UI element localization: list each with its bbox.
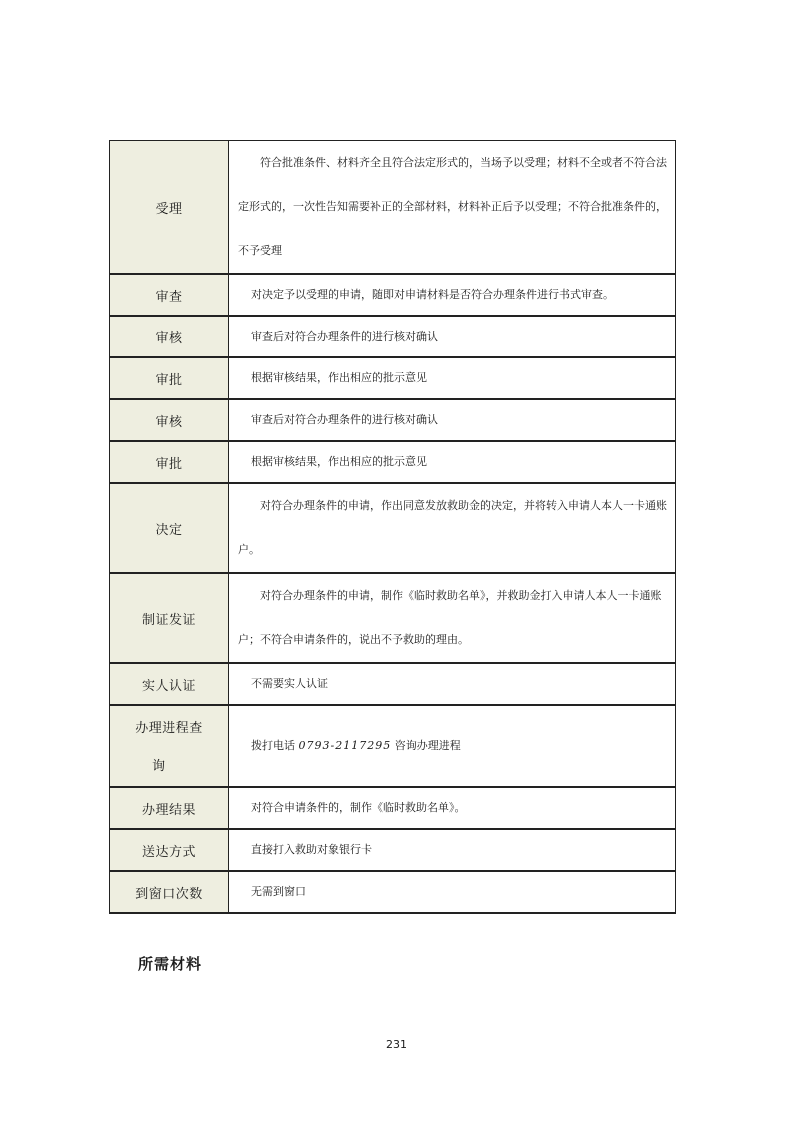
row-label: [110, 705, 229, 787]
row-content: 对决定予以受理的申请，随即对申请材料是否符合办理条件进行书式审查。: [229, 274, 676, 316]
row-content: 不需要实人认证: [229, 663, 676, 705]
row-label: 受理: [110, 141, 229, 275]
row-label-line: 询: [152, 759, 166, 774]
table-row: [110, 573, 676, 663]
row-label: 办理结果: [110, 787, 229, 829]
row-label-line: 办理进程查: [135, 721, 203, 736]
row-label: 制证发证: [110, 573, 229, 663]
row-content: 直接打入救助对象银行卡: [229, 829, 676, 871]
phone-number: 0793-2117295: [298, 739, 392, 752]
table-row: [110, 787, 676, 829]
row-label: 审核: [110, 316, 229, 357]
row-content: 对符合申请条件的，制作《临时救助名单》。: [229, 787, 676, 829]
row-content: 对符合办理条件的申请，作出同意发放救助金的决定，并将转入申请人本人一卡通账户。: [229, 483, 676, 573]
page-number: 231: [386, 1038, 407, 1051]
table-row: [110, 483, 676, 573]
row-label: 审批: [110, 357, 229, 399]
row-content: 无需到窗口: [229, 871, 676, 913]
row-label: 送达方式: [110, 829, 229, 871]
row-content: 根据审核结果，作出相应的批示意见: [229, 357, 676, 399]
row-content: 根据审核结果，作出相应的批示意见: [229, 441, 676, 483]
table-row: [110, 871, 676, 913]
table-row: [110, 663, 676, 705]
row-content: 审查后对符合办理条件的进行核对确认: [229, 316, 676, 357]
table-row: [110, 316, 676, 357]
section-title: 所需材料: [138, 955, 203, 973]
table-row: [110, 141, 676, 275]
row-label: 到窗口次数: [110, 871, 229, 913]
row-label: 审批: [110, 441, 229, 483]
row-label: 实人认证: [110, 663, 229, 705]
row-content: 符合批准条件、材料齐全且符合法定形式的，当场予以受理；材料不全或者不符合法定形式的，一次性告知需要补正的全部材料，材料补正后予以受理；不符合批准条件的，不予受理: [229, 141, 676, 275]
row-label: 决定: [110, 483, 229, 573]
row-content: 对符合办理条件的申请，制作《临时救助名单》，并救助金打入申请人本人一卡通账户；不符合申请条件的，说出不予救助的理由。: [229, 573, 676, 663]
table-row: [110, 829, 676, 871]
row-label: 审查: [110, 274, 229, 316]
table-row: [110, 357, 676, 399]
table-row: [110, 705, 676, 787]
table-row: [110, 399, 676, 441]
table-row: [110, 441, 676, 483]
row-content: 拨打电话 0793-2117295 咨询办理进程: [229, 705, 676, 787]
table-row: [110, 274, 676, 316]
process-table: [109, 140, 676, 914]
row-label: 审核: [110, 399, 229, 441]
row-content: 审查后对符合办理条件的进行核对确认: [229, 399, 676, 441]
